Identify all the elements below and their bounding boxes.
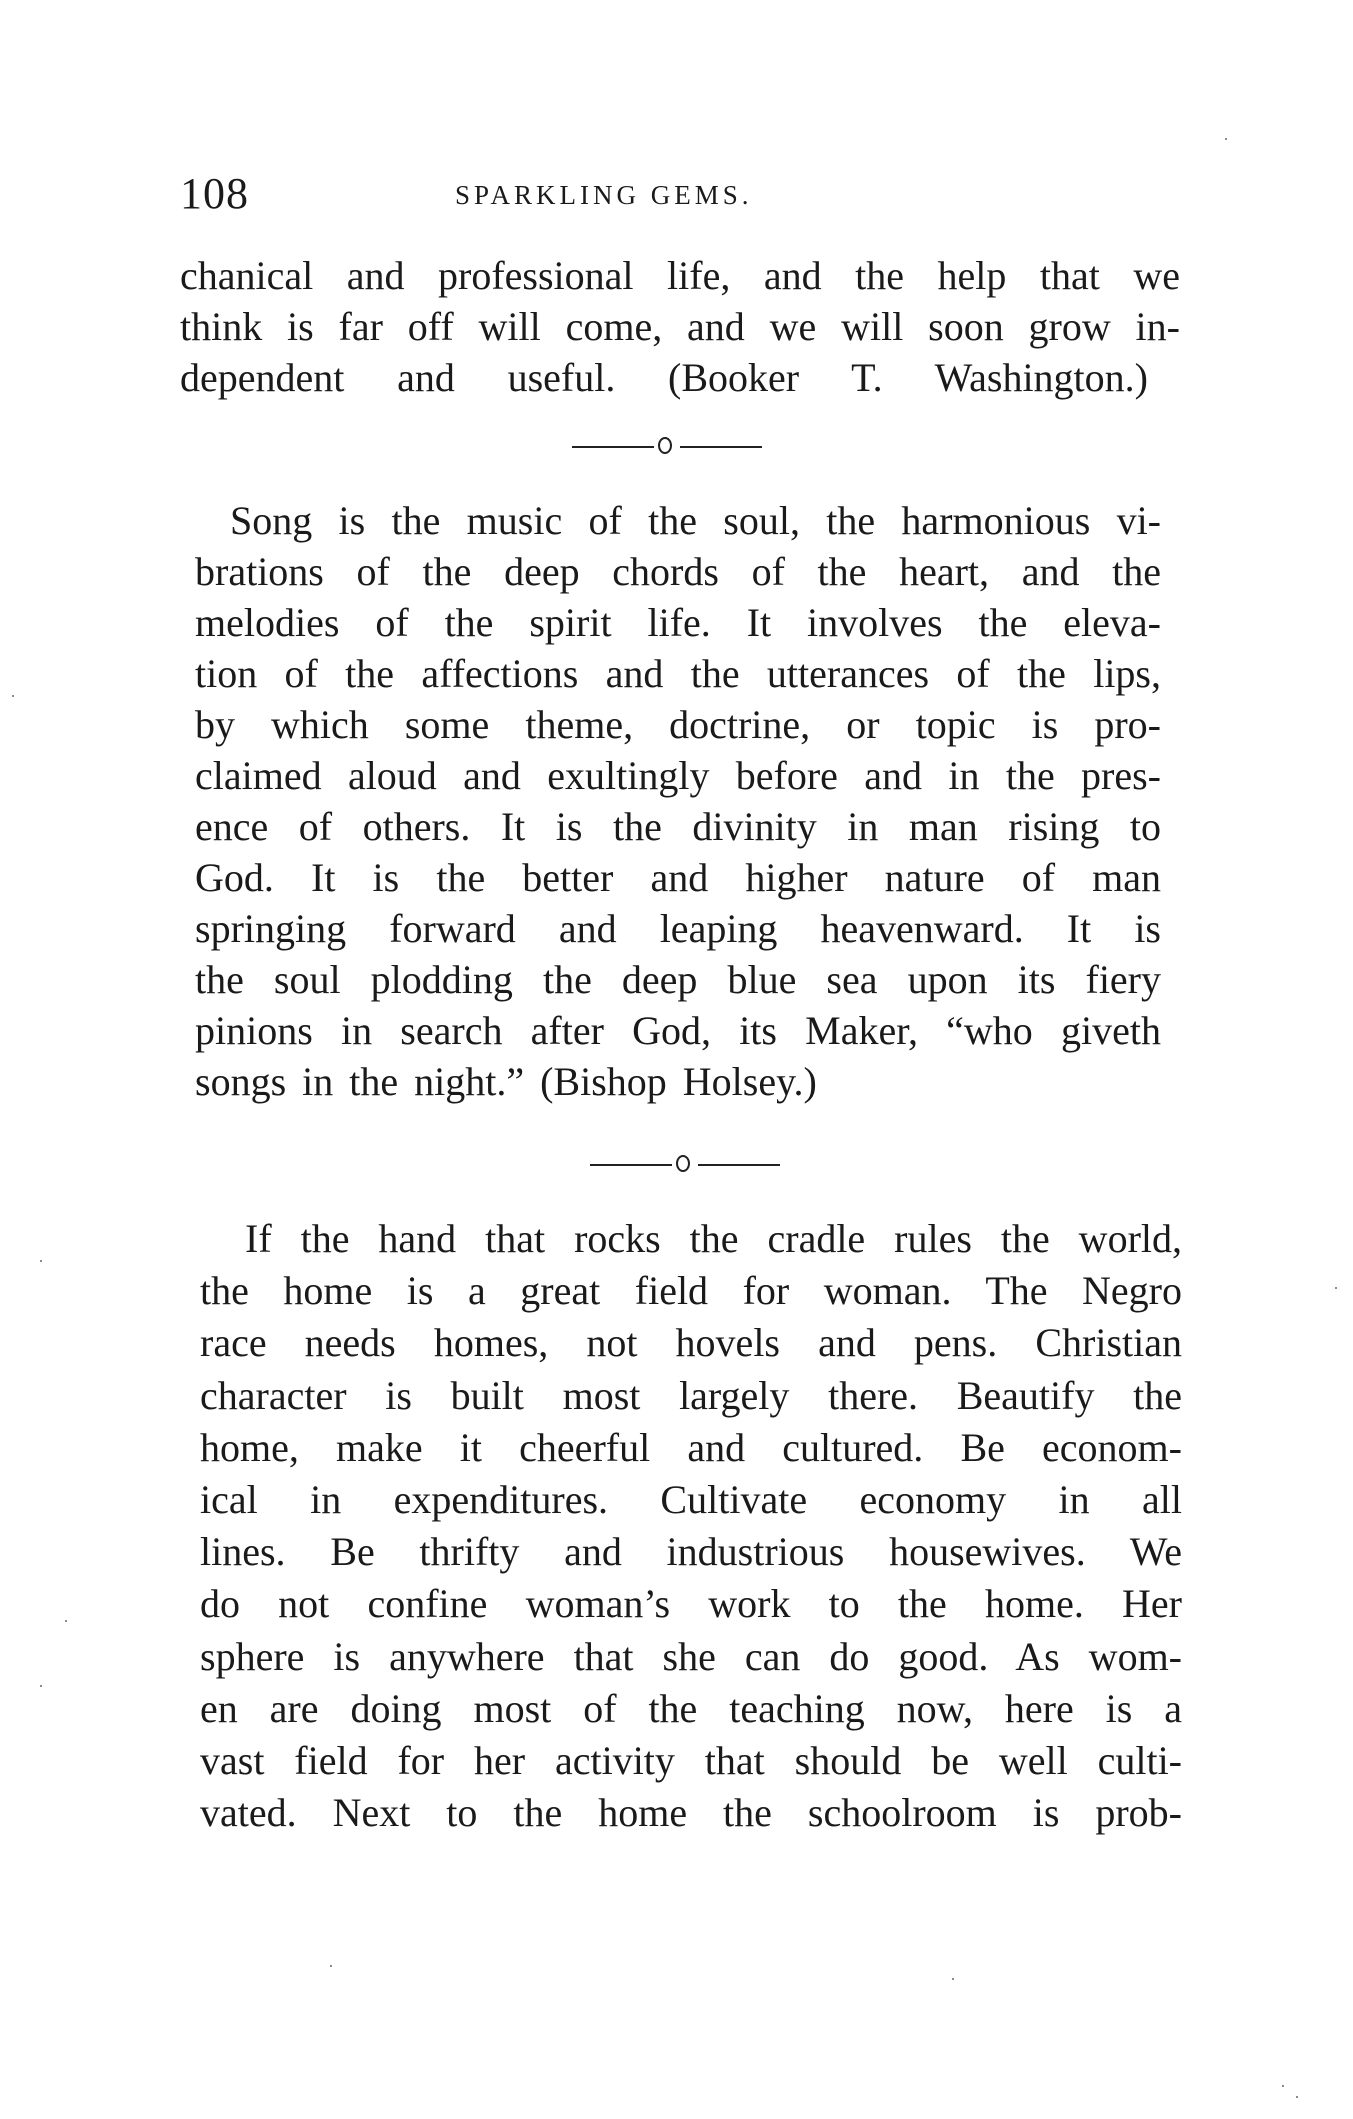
text-line: by which some theme, doctrine, or topic is pro- (195, 702, 1161, 747)
print-speck (1296, 2096, 1298, 2098)
text-line: do not confine woman’s work to the home. Her (200, 1581, 1182, 1627)
text-line: character is built most largely there. Beautify the (200, 1372, 1182, 1418)
divider-rule (590, 1164, 672, 1166)
page-number: 108 (180, 169, 249, 218)
print-speck (40, 1260, 42, 1262)
text-line: ical in expenditures. Cultivate economy in all (200, 1476, 1182, 1522)
text-line: If the hand that rocks the cradle rules the world, (245, 1216, 1182, 1261)
running-title: SPARKLING GEMS. (455, 180, 753, 210)
text-line: God. It is the better and higher nature of man (195, 855, 1161, 900)
section-divider (590, 1150, 780, 1180)
paragraph-holsey (195, 495, 1161, 1107)
text-line: the home is a great field for woman. The Negro (200, 1268, 1182, 1314)
divider-ornament (676, 1155, 690, 1172)
print-speck (1335, 1287, 1337, 1289)
print-speck (1282, 2085, 1284, 2087)
text-line: the soul plodding the deep blue sea upon its fiery (195, 957, 1161, 1002)
text-line: en are doing most of the teaching now, here is a (200, 1685, 1182, 1731)
text-line: lines. Be thrifty and industrious housewives. We (200, 1529, 1182, 1575)
text-line: race needs homes, not hovels and pens. Christian (200, 1320, 1182, 1366)
text-line: home, make it cheerful and cultured. Be econom- (200, 1424, 1182, 1470)
text-line: melodies of the spirit life. It involves the eleva- (195, 600, 1161, 645)
text-line: springing forward and leaping heavenward. It is (195, 906, 1161, 951)
text-line: pinions in search after God, its Maker, “who giveth (195, 1008, 1161, 1053)
text-line: think is far off will come, and we will soon grow in- (180, 304, 1180, 349)
text-line: sphere is anywhere that she can do good. As wom- (200, 1633, 1182, 1679)
paragraph-washington (180, 250, 1180, 403)
print-speck (65, 1620, 67, 1622)
print-speck (952, 1978, 954, 1980)
text-line: dependent and useful. (Booker T. Washington.) (180, 355, 1148, 400)
text-line: chanical and professional life, and the help that we (180, 253, 1180, 298)
divider-rule (680, 446, 762, 448)
text-line: Song is the music of the soul, the harmonious vi- (230, 498, 1161, 543)
print-speck (12, 695, 14, 697)
paragraph-home (200, 1213, 1182, 1839)
page-header (180, 168, 1180, 228)
divider-rule (698, 1164, 780, 1166)
print-speck (1225, 138, 1227, 140)
text-line: vated. Next to the home the schoolroom is prob- (200, 1790, 1182, 1836)
print-speck (330, 1965, 332, 1967)
text-line: brations of the deep chords of the heart, and the (195, 549, 1161, 594)
divider-rule (572, 446, 654, 448)
divider-ornament (658, 437, 672, 454)
text-line: vast field for her activity that should be well culti- (200, 1737, 1182, 1783)
text-line: tion of the affections and the utterances of the lips, (195, 651, 1161, 696)
text-line: ence of others. It is the divinity in man rising to (195, 804, 1161, 849)
section-divider (572, 432, 762, 462)
print-speck (40, 1685, 42, 1687)
text-line: claimed aloud and exultingly before and in the pres- (195, 753, 1161, 798)
text-line: songs in the night.” (Bishop Holsey.) (195, 1059, 817, 1104)
